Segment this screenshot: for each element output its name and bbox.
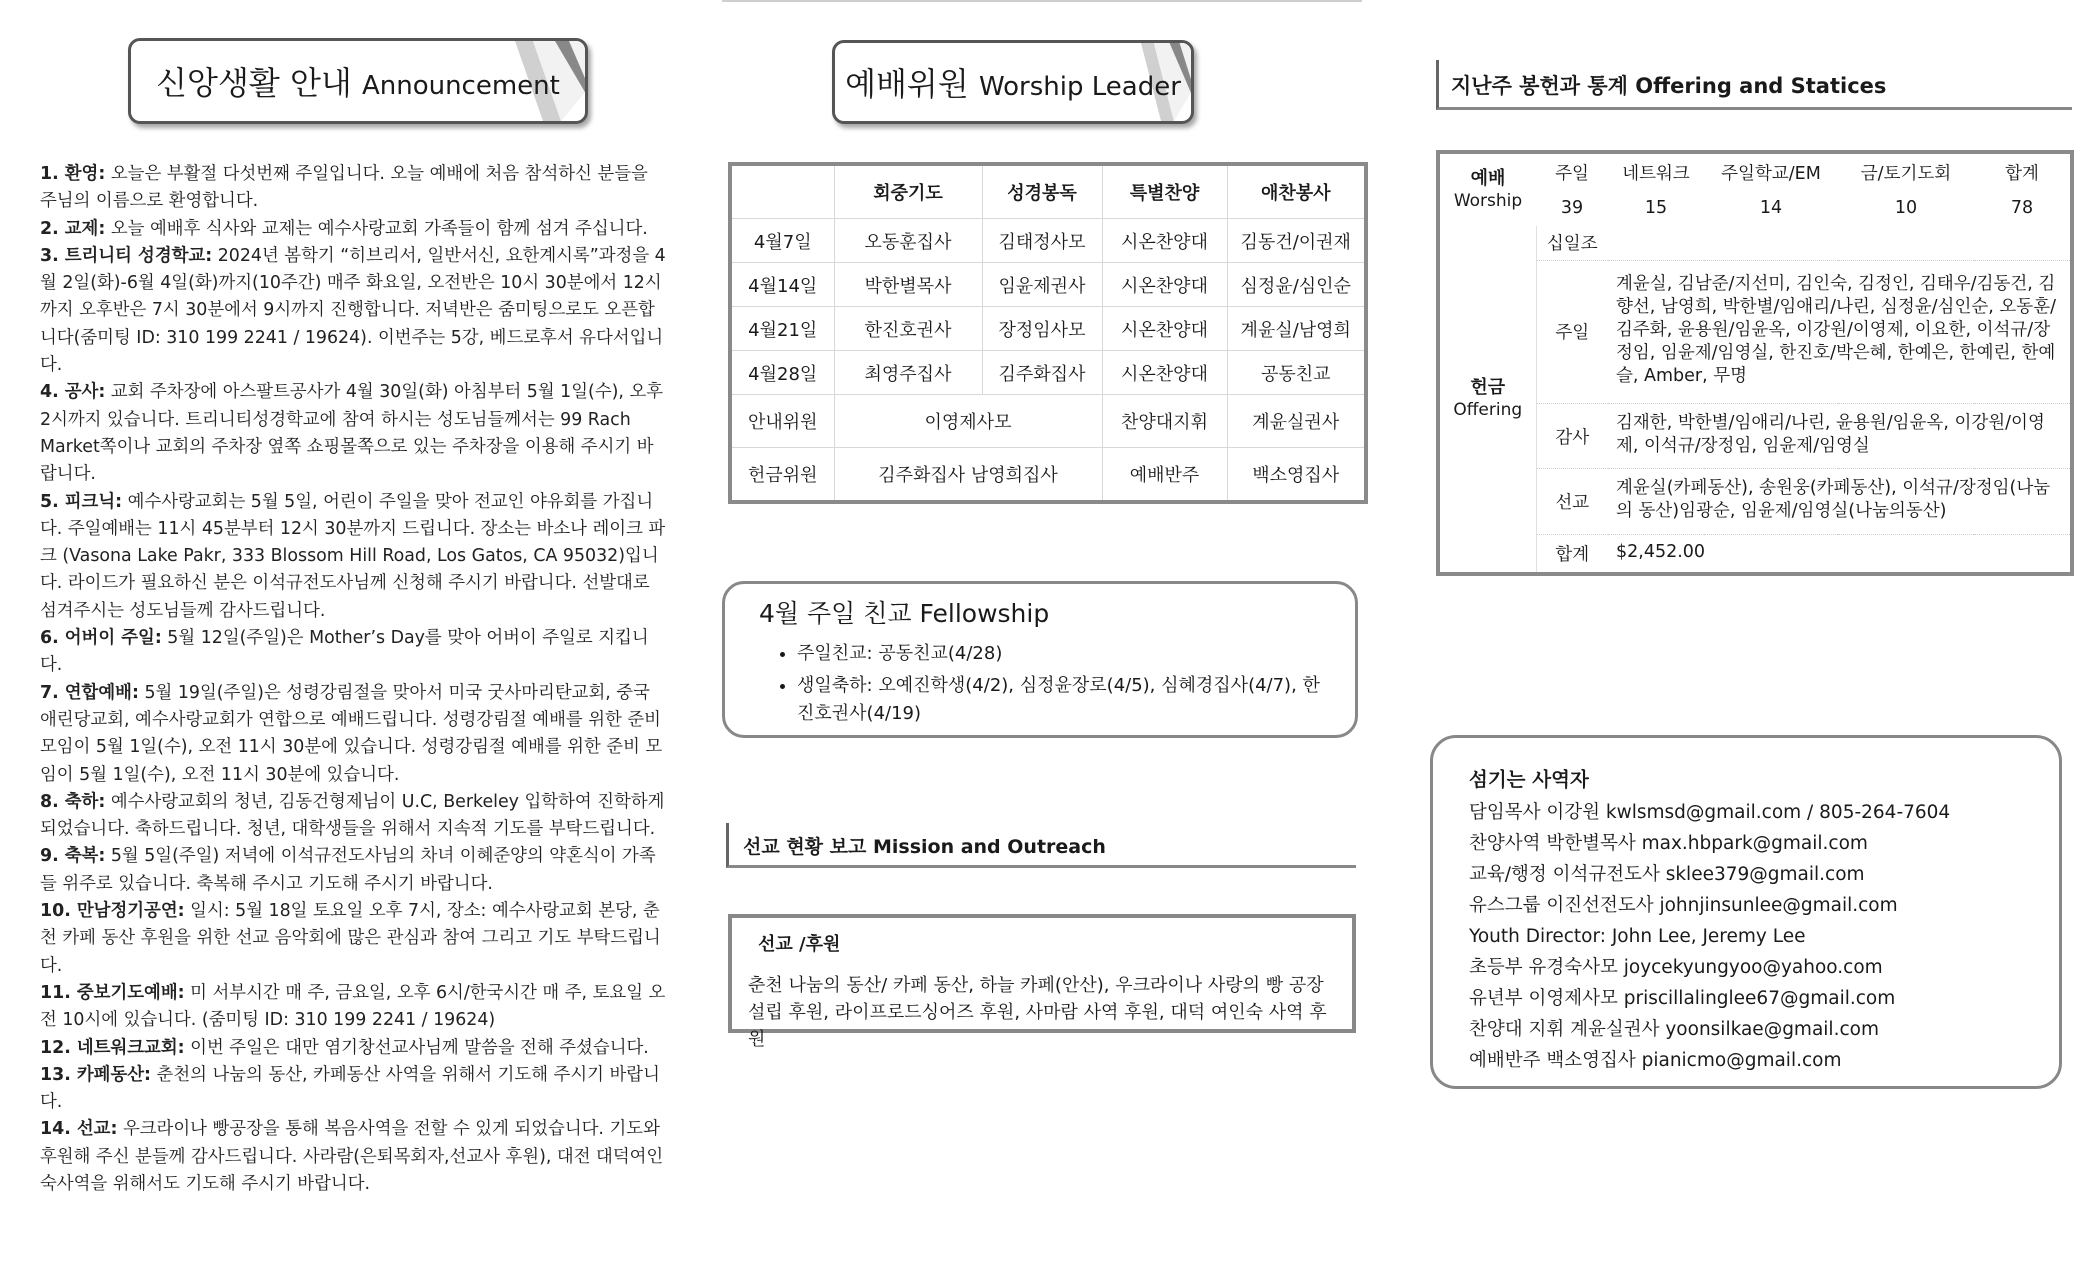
attendance-value: 15: [1644, 198, 1668, 218]
servant-line: 찬양사역 박한별목사 max.hbpark@gmail.com: [1469, 833, 1868, 854]
mission-title: 선교 현황 보고 Mission and Outreach: [726, 823, 1356, 868]
servant-line: 담임목사 이강원 kwlsmsd@gmail.com / 805-264-7604: [1469, 802, 1951, 823]
announcement-item: [40, 1062, 670, 1117]
announcement-item-text: 오늘 예배후 식사와 교제는 예수사랑교회 가족들이 함께 섬겨 주십니다.: [105, 218, 648, 239]
guide-label: 안내위원: [730, 395, 834, 448]
thanks-offering-label: 감사: [1536, 404, 1608, 469]
announcement-item: [40, 980, 670, 1035]
worship-header-reading: 성경봉독: [982, 164, 1102, 219]
worship-fellowship-service: 김동건/이권재: [1227, 219, 1366, 263]
offering-label-ko: 헌금: [1470, 377, 1506, 398]
announcement-item-text: 예수사랑교회는 5월 5일, 어린이 주일을 맞아 전교인 야유회를 가집니다. 주일예배는 11시 45분부터 12시 30분까지 드립니다. 장소는 바소나 레이크 파크 (Vasona Lake Pakr, 333 Blossom Hill Road, Los Gatos, CA 95032)입니다. 라이드가 필요하신 분은 이석규전도사님께 신청해 주시기 바랍니다. 선발대로 섬겨주시는 성도님들께 감사드립니다.: [40, 491, 666, 621]
worship-title-ko: 예배위원: [845, 65, 969, 103]
fellowship-box: [722, 581, 1358, 738]
mission-offering-names: 계윤실(카페동산), 송원웅(카페동산), 이석규/장정임(나눔의 동산)임광순, 임윤제/임영실(나눔의동산): [1608, 469, 2072, 534]
announcement-item-label: 6. 어버이 주일:: [40, 628, 162, 649]
offering-money-label: [1438, 226, 1536, 574]
announcement-item-label: 3. 트리니티 성경학교:: [40, 245, 213, 266]
worship-prayer: 한진호권사: [834, 307, 982, 351]
worship-header-prayer: 회중기도: [834, 164, 982, 219]
total-value: $2,452.00: [1608, 534, 2072, 574]
mission-box-title: 선교 /후원: [758, 934, 841, 955]
worship-offering-row: [730, 448, 1366, 503]
announcement-item-label: 10. 만남정기공연:: [40, 901, 185, 922]
announcement-item: [40, 489, 670, 625]
worship-row: [730, 219, 1366, 263]
attendance-value: 39: [1560, 198, 1584, 218]
worship-reading: 임윤제권사: [982, 263, 1102, 307]
worship-header-special-music: 특별찬양: [1102, 164, 1227, 219]
announcement-item-label: 13. 카페동산:: [40, 1064, 152, 1085]
servant-line: 찬양대 지휘 계윤실권사 yoonsilkae@gmail.com: [1469, 1019, 1879, 1040]
mission-offering-label: 선교: [1536, 469, 1608, 534]
worship-fellowship-service: 심정윤/심인순: [1227, 263, 1366, 307]
fellowship-item: • 주일친교: 공동친교(4/28): [797, 640, 1327, 668]
attendance-header: 금/토기도회: [1860, 163, 1952, 184]
offering-committee-name: 김주화집사 남영희집사: [834, 448, 1102, 503]
worship-date: 4월14일: [730, 263, 834, 307]
servant-line: 유년부 이영제사모 priscillalinglee67@gmail.com: [1469, 988, 1896, 1009]
announcement-item-label: 9. 축복:: [40, 846, 106, 867]
worship-special-music: 시온찬양대: [1102, 307, 1227, 351]
mission-text: 춘천 나눔의 동산/ 카페 동산, 하늘 카페(안산), 우크라이나 사랑의 빵 공장 설립 후원, 라이프로드싱어즈 후원, 사마람 사역 후원, 대덕 여인숙 사역 후원: [748, 975, 1327, 1050]
announcement-item-label: 4. 공사:: [40, 382, 106, 403]
announcement-item: [40, 1035, 670, 1062]
worship-reading: 장정임사모: [982, 307, 1102, 351]
offering-committee-label: 헌금위원: [730, 448, 834, 503]
offering-title: 지난주 봉헌과 통계 Offering and Statices: [1436, 60, 2072, 110]
announcement-item: [40, 789, 670, 844]
worship-date: 4월21일: [730, 307, 834, 351]
attendance-header: 합계: [2005, 163, 2039, 184]
announcement-item: [40, 1116, 670, 1198]
announcement-title-ko: 신앙생활 안내: [156, 64, 352, 102]
announcement-item-text: 이번 주일은 대만 염기창선교사님께 말씀을 전해 주셨습니다.: [184, 1037, 649, 1058]
worship-date: 4월7일: [730, 219, 834, 263]
announcement-item-text: 일시: 5월 18일 토요일 오후 7시, 장소: 예수사랑교회 본당, 춘천 카페 동산 후원을 위한 선교 음악회에 많은 관심과 참여 그리고 기도 부탁드립니다.: [40, 901, 661, 976]
worship-label-en: Worship: [1453, 191, 1523, 211]
announcement-item: [40, 161, 670, 216]
accompanist-name: 백소영집사: [1227, 448, 1366, 503]
tithe-names: [1608, 226, 2072, 260]
servant-line: 초등부 유경숙사모 joycekyungyoo@yahoo.com: [1469, 957, 1883, 978]
announcement-item: [40, 216, 670, 243]
announcement-item-text: 예수사랑교회의 청년, 김동건형제님이 U.C, Berkeley 입학하여 진학하게 되었습니다. 축하드립니다. 청년, 대학생들을 위해서 지속적 기도를 부탁드립니다.: [40, 791, 665, 840]
announcement-item-text: 오늘은 부활절 다섯번째 주일입니다. 오늘 예배에 처음 참석하신 분들을 주님의 이름으로 환영합니다.: [40, 164, 648, 212]
attendance-value: 10: [1894, 198, 1918, 218]
announcement-title: [156, 58, 560, 104]
worship-fellowship-service: 공동친교: [1227, 351, 1366, 395]
guide-name: 이영제사모: [834, 395, 1102, 448]
servant-line: Youth Director: John Lee, Jeremy Lee: [1469, 926, 1806, 947]
announcement-item-label: 2. 교제:: [40, 218, 106, 239]
worship-prayer: 박한별목사: [834, 263, 982, 307]
attendance-header: 네트워크: [1622, 163, 1690, 184]
announcement-item-text: 춘천의 나눔의 동산, 카페동산 사역을 위해서 기도해 주시기 바랍니다.: [40, 1064, 660, 1113]
worship-title: [845, 59, 1181, 105]
offering-label-en: Offering: [1453, 400, 1523, 420]
fellowship-title: 4월 주일 친교 Fellowship: [759, 599, 1050, 628]
attendance-header: 주일학교/EM: [1721, 163, 1821, 184]
worship-label-ko: 예배: [1470, 168, 1506, 189]
worship-leader-table: [728, 162, 1368, 504]
announcement-item-label: 5. 피크닉:: [40, 491, 123, 512]
announcement-item-text: 2024년 봄학기 “히브리서, 일반서신, 요한계시록”과정을 4월 2일(화)-6월 4일(화)까지(10주간) 매주 화요일, 오전반은 10시 30분에서 12시까지 오후반은 7시 30분에서 9시까지 진행합니다. 저녁반은 줌미팅으로도 오픈합니다(줌미팅 ID: 310 199 2241 / 19624). 이번주는 5강, 베드로후서 유다서입니다.: [40, 245, 666, 376]
announcement-item-text: 5월 12일(주일)은 Mother’s Day를 맞아 어버이 주일로 지킵니다.: [40, 628, 649, 676]
announcement-item: [40, 898, 670, 980]
announcement-list: [40, 161, 670, 1198]
announcement-item-label: 1. 환영:: [40, 164, 106, 184]
worship-header-empty: [730, 164, 834, 219]
announcement-item-text: 미 서부시간 매 주, 금요일, 오후 6시/한국시간 매 주, 토요일 오전 10시에 있습니다. (줌미팅 ID: 310 199 2241 / 19624): [40, 982, 666, 1031]
announcement-item-label: 12. 네트워크교회:: [40, 1037, 185, 1058]
worship-reading: 김주화집사: [982, 351, 1102, 395]
announcement-item: [40, 680, 670, 789]
attendance-header: 주일: [1555, 163, 1589, 184]
worship-special-music: 시온찬양대: [1102, 351, 1227, 395]
servant-line: 교육/행정 이석규전도사 sklee379@gmail.com: [1469, 864, 1865, 885]
worship-fellowship-service: 계윤실/남영희: [1227, 307, 1366, 351]
servants-title: 섬기는 사역자: [1469, 768, 1589, 791]
worship-reading: 김태정사모: [982, 219, 1102, 263]
announcement-item: [40, 243, 670, 379]
announcement-title-box: [128, 38, 588, 124]
choir-label: 찬양대지휘: [1102, 395, 1227, 448]
announcement-item-label: 11. 중보기도예배:: [40, 982, 185, 1003]
thanks-offering-names: 김재한, 박한별/임애리/나린, 윤용원/임윤옥, 이강원/이영제, 이석규/장정임, 임윤제/임영실: [1608, 404, 2072, 469]
total-label: 합계: [1536, 534, 1608, 574]
choir-name: 계윤실권사: [1227, 395, 1366, 448]
attendance-value: 14: [1759, 198, 1783, 218]
servant-line: 예배반주 백소영집사 pianicmo@gmail.com: [1469, 1050, 1842, 1071]
worship-row: [730, 307, 1366, 351]
announcement-item-label: 8. 축하:: [40, 791, 106, 812]
worship-prayer: 최영주집사: [834, 351, 982, 395]
worship-special-music: 시온찬양대: [1102, 263, 1227, 307]
attendance-value: 78: [2010, 198, 2034, 218]
announcement-item-text: 5월 19일(주일)은 성령강림절을 맞아서 미국 굿사마리탄교회, 중국 애린당교회, 예수사랑교회가 연합으로 예배드립니다. 성령강림절 예배를 위한 준비 모임이 5월 1일(수), 오전 11시 30분에 있습니다. 성령강림절 예배를 위한 준비 모임이 5월 1일(수), 오전 11시 30분에 있습니다.: [40, 682, 663, 785]
announcement-item-text: 5월 5일(주일) 저녁에 이석규전도사님의 차녀 이혜준양의 약혼식이 가족들 위주로 있습니다. 축복해 주시고 기도해 주시기 바랍니다.: [40, 846, 656, 894]
worship-title-box: [832, 40, 1194, 124]
announcement-item-label: 7. 연합예배:: [40, 682, 139, 703]
announcement-item: [40, 625, 670, 680]
announcement-item: [40, 379, 670, 488]
announcement-item: [40, 843, 670, 898]
worship-title-en: Worship Leader: [978, 72, 1181, 102]
worship-special-music: 시온찬양대: [1102, 219, 1227, 263]
announcement-item-label: 14. 선교:: [40, 1119, 118, 1140]
offering-table: [1436, 150, 2074, 576]
worship-prayer: 오동훈집사: [834, 219, 982, 263]
tithe-label: 십일조: [1536, 226, 1608, 260]
announcement-item-text: 우크라이나 빵공장을 통해 복음사역을 전할 수 있게 되었습니다. 기도와 후원해 주신 분들께 감사드립니다. 사라람(은퇴목회자,선교사 후원), 대전 대덕여인숙사역을 위해서도 기도해 주시기 바랍니다.: [40, 1119, 664, 1194]
worship-guide-row: [730, 395, 1366, 448]
servant-line: 유스그룹 이진선전도사 johnjinsunlee@gmail.com: [1469, 895, 1898, 916]
fellowship-item: • 생일축하: 오예진학생(4/2), 심정윤장로(4/5), 심혜경집사(4/7), 한진호권사(4/19): [797, 672, 1327, 728]
top-divider: [722, 0, 1362, 2]
worship-row: [730, 351, 1366, 395]
sunday-offering-label: 주일: [1536, 260, 1608, 404]
worship-date: 4월28일: [730, 351, 834, 395]
servants-box: [1430, 735, 2062, 1089]
worship-attendance-label: [1438, 152, 1536, 226]
announcement-item-text: 교회 주차장에 아스팔트공사가 4월 30일(화) 아침부터 5월 1일(수), 오후 2시까지 있습니다. 트리니티성경학교에 참여 하시는 성도님들께서는 99 Rach Market쪽이나 교회의 주차장 옆쪽 쇼핑몰쪽으로 있는 주차장을 이용해 주시기 바랍니다.: [40, 382, 664, 485]
mission-box: [728, 914, 1356, 1050]
accompanist-label: 예배반주: [1102, 448, 1227, 503]
announcement-title-en: Announcement: [361, 71, 560, 101]
worship-row: [730, 263, 1366, 307]
sunday-offering-names: 계윤실, 김남준/지선미, 김인숙, 김정인, 김태우/김동건, 김향선, 남영희, 박한별/임애리/나린, 심정윤/심인순, 오동훈/김주화, 윤용원/임윤옥, 이강원/이영제, 이요한, 이석규/장정임, 임윤제/임영실, 한진호/박은혜, 한예은, 한예린, 한예슬, Amber, 무명: [1608, 260, 2072, 404]
worship-header-fellowship-service: 애찬봉사: [1227, 164, 1366, 219]
fellowship-list: [753, 640, 1327, 728]
